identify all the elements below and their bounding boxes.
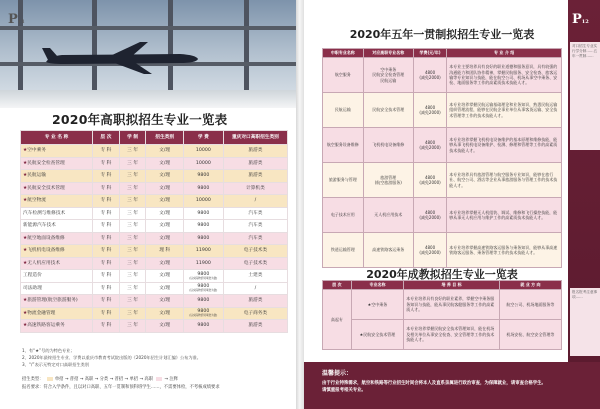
higher-major-cell: 无人机应用技术 xyxy=(363,198,413,233)
column-header: 专 业 介 绍 xyxy=(447,49,562,58)
featured-star-icon: ★ xyxy=(23,173,28,179)
right-page xyxy=(304,0,600,409)
tuition-value: 9800 xyxy=(197,223,210,229)
featured-star-icon: ★ xyxy=(23,260,28,266)
category-cell: 汽车类 xyxy=(223,220,287,233)
column-header: 层 次 xyxy=(323,281,352,290)
adult-edu-table-title: 2020年成教拟招生专业一览表 xyxy=(366,268,518,281)
table-body xyxy=(21,145,288,333)
tuition-cell xyxy=(183,195,223,208)
higher-major-cell: 旅游管理 (航空旅游服务) xyxy=(363,163,413,198)
level-cell: 专 科 xyxy=(93,170,120,183)
featured-star-icon: ★ xyxy=(23,248,28,254)
major-name-cell xyxy=(21,270,93,283)
major-name-cell xyxy=(21,295,93,308)
major-name: 无人机应用技术 xyxy=(27,260,61,266)
category-cell: 电子技术类 xyxy=(223,257,287,270)
table-row xyxy=(21,295,288,308)
secondary-major-cell: 电子技术应用 xyxy=(323,198,364,233)
major-name-cell xyxy=(21,182,93,195)
featured-star-icon: ★ xyxy=(23,148,28,154)
column-header: 专 业 名 称 xyxy=(21,131,93,145)
tuition-cell xyxy=(183,245,223,258)
tuition-note: (以实际物价局审批为准) xyxy=(189,289,218,293)
table-body xyxy=(323,58,562,268)
tuition-value: 10000 xyxy=(195,148,211,154)
side-note-b: 报名报考注意事项…… xyxy=(570,288,600,356)
column-header: 学费(元/年) xyxy=(413,49,446,58)
major-name: 工程造价 xyxy=(23,273,42,279)
higher-major-cell: 空中乘务 民航安全检查管理 民航运输 xyxy=(363,58,413,93)
table-row xyxy=(323,128,562,163)
level-cell: 专 科 xyxy=(93,220,120,233)
tuition-value: 9800 xyxy=(197,284,210,290)
book-spine xyxy=(296,0,304,409)
enroll-type-cell: 文/理 xyxy=(146,207,183,220)
table-row xyxy=(21,157,288,170)
tips-line: 请慎重报考相关专业。 xyxy=(322,388,366,393)
table-row xyxy=(323,290,562,320)
years-cell: 三 年 xyxy=(119,307,146,320)
table-row xyxy=(21,220,288,233)
level-cell: 专 科 xyxy=(93,257,120,270)
table-row xyxy=(21,170,288,183)
tuition-cell xyxy=(183,232,223,245)
tuition-cell xyxy=(183,307,223,320)
training-goal-cell: 本专业培养掌握民航安全技术管理知识，能在机场及相关单位从事安全检查、安全管理等工作的技术技能人才。 xyxy=(404,320,500,350)
tuition-value: 11900 xyxy=(195,260,211,266)
major-intro-cell: 本专业培养掌握飞机机电设备维护的基本原理和维修技能，能够从事飞机机电设备维护、检测、修理和管理等工作的高素质技术技能人才。 xyxy=(447,128,562,163)
level-cell: 专 科 xyxy=(93,195,120,208)
table-row xyxy=(21,307,288,320)
tuition-cell xyxy=(183,170,223,183)
table-row xyxy=(323,233,562,268)
category-cell: / xyxy=(223,282,287,295)
training-goal-cell: 本专业培养具有良好的职业素养，掌握空中乘务服务知识与技能，能从事民航客舱服务等工作的高素质人才。 xyxy=(404,290,500,320)
secondary-major-cell: 铁道运输管理 xyxy=(323,233,364,268)
tips-title: 温馨提示： xyxy=(322,370,353,377)
level-cell: 专 科 xyxy=(93,207,120,220)
years-cell: 三 年 xyxy=(119,220,146,233)
major-name-cell xyxy=(21,170,93,183)
table-row xyxy=(21,145,288,158)
secondary-major-cell: 旅游服务与管理 xyxy=(323,163,364,198)
footnote-line: 2、2020年最终招生专业、学费以重庆市教育考试院出版的《2020年招生计划汇编》公布为准。 xyxy=(22,355,201,360)
level-cell: 专 科 xyxy=(93,182,120,195)
airport-window-photo xyxy=(0,0,296,108)
major-name: 飞机机电设备维修 xyxy=(27,248,65,254)
major-name-cell xyxy=(21,257,93,270)
major-name-cell xyxy=(21,320,93,333)
page-title: 2020年高职拟招生专业一览表 xyxy=(52,112,228,127)
major-name-cell xyxy=(21,282,93,295)
column-header: 学 费 xyxy=(183,131,223,145)
tuition-cell xyxy=(183,220,223,233)
table-row xyxy=(323,58,562,93)
major-name: 航空地面设备维修 xyxy=(27,235,65,241)
secondary-major-cell: 民航运输 xyxy=(323,93,364,128)
tuition-cell xyxy=(183,282,223,295)
career-direction-cell: 航空公司、机场地面服务等 xyxy=(499,290,561,320)
tuition-cell xyxy=(183,257,223,270)
enroll-type-cell: 文/理 xyxy=(146,295,183,308)
tuition-value: 9800 xyxy=(197,271,210,277)
major-name: 空中乘务 xyxy=(27,148,46,154)
enroll-type-cell: 文/理 xyxy=(146,257,183,270)
category-cell: 土建类 xyxy=(223,270,287,283)
major-name-cell xyxy=(21,207,93,220)
tuition-cell xyxy=(183,320,223,333)
airplane-icon xyxy=(40,40,200,76)
major-name: 旅游管理(航空旅游服务) xyxy=(27,298,78,304)
higher-major-cell: 民航安全技术管理 xyxy=(363,93,413,128)
enroll-type-cell: 文/理 xyxy=(146,195,183,208)
tuition-cell: 4800 (减免2000) xyxy=(413,233,446,268)
tuition-value: 9800 xyxy=(197,210,210,216)
years-cell: 三 年 xyxy=(119,157,146,170)
category-cell: 旅游类 xyxy=(223,295,287,308)
career-direction-cell: 机场安检、航空安全管理等 xyxy=(499,320,561,350)
tuition-value: 9800 xyxy=(197,298,210,304)
enroll-type-cell: 文/理 xyxy=(146,232,183,245)
featured-star-icon: ★ xyxy=(23,298,28,304)
page-number: P11 xyxy=(8,12,25,27)
major-intro-cell: 本专业培养掌握高速铁路客运服务与乘务知识，能够从事高速铁路客运服务、乘务管理等工作的技术技能人才。 xyxy=(447,233,562,268)
category-cell: 旅游类 xyxy=(223,157,287,170)
legend-swatch xyxy=(47,377,53,381)
major-name-cell xyxy=(21,220,93,233)
legend-text: → 注释 xyxy=(164,377,178,382)
column-header: 招生类别 xyxy=(146,131,183,145)
featured-star-icon: ★ xyxy=(23,185,28,191)
legend-label: 招生类型： xyxy=(22,377,44,382)
table-body xyxy=(323,290,562,350)
major-name: 民航运输 xyxy=(27,173,46,179)
table-row xyxy=(323,93,562,128)
page-number: P12 xyxy=(572,12,589,27)
category-cell: / xyxy=(223,195,287,208)
table-row xyxy=(323,198,562,233)
enroll-type-cell: 文/理 xyxy=(146,157,183,170)
tuition-value: 9800 xyxy=(197,323,210,329)
table-row xyxy=(21,257,288,270)
tuition-value: 10000 xyxy=(195,198,211,204)
footnotes xyxy=(22,347,272,368)
tuition-cell: 4800 (减免2000) xyxy=(413,198,446,233)
level-cell: 专 科 xyxy=(93,282,120,295)
tuition-cell: 4800 (减免2000) xyxy=(413,58,446,93)
years-cell: 三 年 xyxy=(119,182,146,195)
enrollment-legend xyxy=(22,376,284,392)
featured-star-icon: ★ xyxy=(23,235,28,241)
tips-line: 由于行业特殊需求，航空和铁路等行业招生时间会将本人及直系亲属进行政治审查，为保障就业，请审查合格学生。 xyxy=(322,381,546,386)
major-name: 航空物流 xyxy=(27,198,46,204)
footnote-line: 3、“/”表示无特定对口高职招生类别 xyxy=(22,362,90,367)
legend-line-1 xyxy=(22,376,284,384)
category-cell: 计算机类 xyxy=(223,182,287,195)
tuition-value: 9800 xyxy=(197,173,210,179)
major-name: 高速铁路客运乘务 xyxy=(27,323,65,329)
category-cell: 汽车类 xyxy=(223,207,287,220)
level-cell: 专 科 xyxy=(93,295,120,308)
column-header: 对应高职专业名称 xyxy=(363,49,413,58)
category-cell: 旅游类 xyxy=(223,320,287,333)
tuition-note: (以实际物价局审批为准) xyxy=(189,276,218,280)
adult-edu-majors-table xyxy=(322,280,562,350)
table-row xyxy=(21,232,288,245)
tuition-value: 9800 xyxy=(197,235,210,241)
level-cell: 专 科 xyxy=(93,307,120,320)
level-cell: 专 科 xyxy=(93,245,120,258)
column-header: 培 养 目 标 xyxy=(404,281,500,290)
table-header-row xyxy=(323,281,562,290)
left-page xyxy=(0,0,296,409)
higher-major-cell: 飞机机电设备维修 xyxy=(363,128,413,163)
major-name-cell xyxy=(21,195,93,208)
major-name: 汽车检测与维修技术 xyxy=(23,210,66,216)
window-beam xyxy=(0,26,296,30)
level-cell: 专 科 xyxy=(93,157,120,170)
category-cell: 电子商务类 xyxy=(223,307,287,320)
enroll-type-cell: 文/理 xyxy=(146,320,183,333)
table-row xyxy=(21,195,288,208)
featured-star-icon: ★ xyxy=(23,198,28,204)
footnote-line: 1、有“★”号的为特色专业； xyxy=(22,348,75,353)
column-header: 中职专业名称 xyxy=(323,49,364,58)
legend-text: 单招 → 普招 → 高职 → 分类 → 普招 → 单招 → 高职 xyxy=(54,377,154,382)
featured-star-icon: ★ xyxy=(23,310,28,316)
major-name-cell: ★民航安全技术管理 xyxy=(351,320,404,350)
major-intro-cell: 本专业培养掌握无人机组装、调试、维修和飞行操控技能，能够从事无人机应用与维护工作的高素质技术技能人才。 xyxy=(447,198,562,233)
tuition-note: (以实际物价局审批为准) xyxy=(189,314,218,318)
legend-line-2: 报名要求：符合入学条件，且以对口高职、五年一贯制和预科班学生……，不需要体检，不考核成绩要求 xyxy=(22,385,220,390)
years-cell: 三 年 xyxy=(119,232,146,245)
major-name: 司法助理 xyxy=(23,285,42,291)
level-cell: 专 科 xyxy=(93,232,120,245)
years-cell: 三 年 xyxy=(119,320,146,333)
tuition-cell xyxy=(183,182,223,195)
years-cell: 三 年 xyxy=(119,145,146,158)
vocational-majors-table xyxy=(20,130,288,333)
tuition-value: 9800 xyxy=(197,309,210,315)
major-intro-cell: 本专业主要培养具有良好的职业道德和服务意识，具有较强的沟通能力和团队协作精神，掌握民航服务、安全检查、旅客运输等专业知识与技能，能在航空公司、机场从事空中乘务、安检、地面服务等工作的高素质技术技能人才。 xyxy=(447,58,562,93)
tuition-cell: 4800 (减免2000) xyxy=(413,128,446,163)
years-cell: 三 年 xyxy=(119,257,146,270)
major-intro-cell: 本专业培养掌握民航运输基础理论和业务知识，熟悉民航运输组织管理流程，能够在民航企事业单位从事客货运输、安全技术管理等工作的技术技能人才。 xyxy=(447,93,562,128)
table-row xyxy=(21,245,288,258)
major-name-cell xyxy=(21,145,93,158)
secondary-major-cell: 航空服务 xyxy=(323,58,364,93)
major-name: 民航安全技术管理 xyxy=(27,185,65,191)
terminal-floor xyxy=(0,90,296,108)
level-cell: 专 科 xyxy=(93,320,120,333)
higher-major-cell: 高速铁路客运乘务 xyxy=(363,233,413,268)
tuition-cell xyxy=(183,157,223,170)
table-row xyxy=(323,320,562,350)
column-header: 专业名称 xyxy=(351,281,404,290)
level-cell: 专 科 xyxy=(93,145,120,158)
side-note-a: 对口招生专业实行学分制……五年一贯制…… xyxy=(570,42,600,150)
years-cell: 三 年 xyxy=(119,195,146,208)
enroll-type-cell: 文/理 xyxy=(146,145,183,158)
table-header-row xyxy=(21,131,288,145)
major-name: 民航安全检查管理 xyxy=(27,160,65,166)
tuition-cell: 4800 (减免2000) xyxy=(413,163,446,198)
years-cell: 三 年 xyxy=(119,270,146,283)
featured-star-icon: ★ xyxy=(23,323,28,329)
level-cell: 专 科 xyxy=(93,270,120,283)
table-row xyxy=(21,182,288,195)
years-cell: 三 年 xyxy=(119,282,146,295)
enroll-type-cell: 文/理 xyxy=(146,220,183,233)
major-intro-cell: 本专业培养具有旅游管理与航空服务专业知识，能够在旅行社、航空公司、酒店等企业从事旅游服务与管理工作的技术技能人才。 xyxy=(447,163,562,198)
enroll-type-cell: 文/理 xyxy=(146,307,183,320)
tuition-value: 11900 xyxy=(195,248,211,254)
column-header: 就 业 方 向 xyxy=(499,281,561,290)
major-name-cell xyxy=(21,307,93,320)
secondary-major-cell: 航空服务设备维修 xyxy=(323,128,364,163)
years-cell: 三 年 xyxy=(119,295,146,308)
tuition-value: 10000 xyxy=(195,160,211,166)
table-row xyxy=(21,320,288,333)
major-name-cell xyxy=(21,232,93,245)
major-name: 物流金融管理 xyxy=(27,310,56,316)
years-cell: 三 年 xyxy=(119,207,146,220)
enroll-type-cell: 理 科 xyxy=(146,245,183,258)
tuition-cell xyxy=(183,207,223,220)
table-header-row xyxy=(323,49,562,58)
tuition-cell xyxy=(183,145,223,158)
enroll-type-cell: 文/理 xyxy=(146,282,183,295)
table-row xyxy=(21,282,288,295)
tuition-cell: 4800 (减免2000) xyxy=(413,93,446,128)
five-year-majors-table xyxy=(322,48,562,268)
table-row xyxy=(323,163,562,198)
category-cell: 汽车类 xyxy=(223,232,287,245)
enroll-type-cell: 文/理 xyxy=(146,170,183,183)
tuition-value: 9800 xyxy=(197,185,210,191)
tuition-cell xyxy=(183,295,223,308)
major-name-cell xyxy=(21,157,93,170)
category-cell: 电子技术类 xyxy=(223,245,287,258)
years-cell: 三 年 xyxy=(119,245,146,258)
table-row xyxy=(21,207,288,220)
category-cell: 旅游类 xyxy=(223,145,287,158)
major-name: 新能源汽车技术 xyxy=(23,223,56,229)
column-header: 层 次 xyxy=(93,131,120,145)
major-name-cell: ★空中乘务 xyxy=(351,290,404,320)
legend-swatch xyxy=(156,377,162,381)
table-row xyxy=(21,270,288,283)
enroll-type-cell: 文/理 xyxy=(146,270,183,283)
warm-tips-box xyxy=(304,362,600,409)
years-cell: 三 年 xyxy=(119,170,146,183)
level-cell: 高起专 xyxy=(323,290,352,350)
column-header: 学 制 xyxy=(119,131,146,145)
category-cell: 旅游类 xyxy=(223,170,287,183)
enroll-type-cell: 文/理 xyxy=(146,182,183,195)
major-name-cell xyxy=(21,245,93,258)
tuition-cell xyxy=(183,270,223,283)
five-year-table-title: 2020年五年一贯制拟招生专业一览表 xyxy=(349,28,535,41)
column-header: 重庆对口高职招生类别 xyxy=(223,131,287,145)
featured-star-icon: ★ xyxy=(23,160,28,166)
